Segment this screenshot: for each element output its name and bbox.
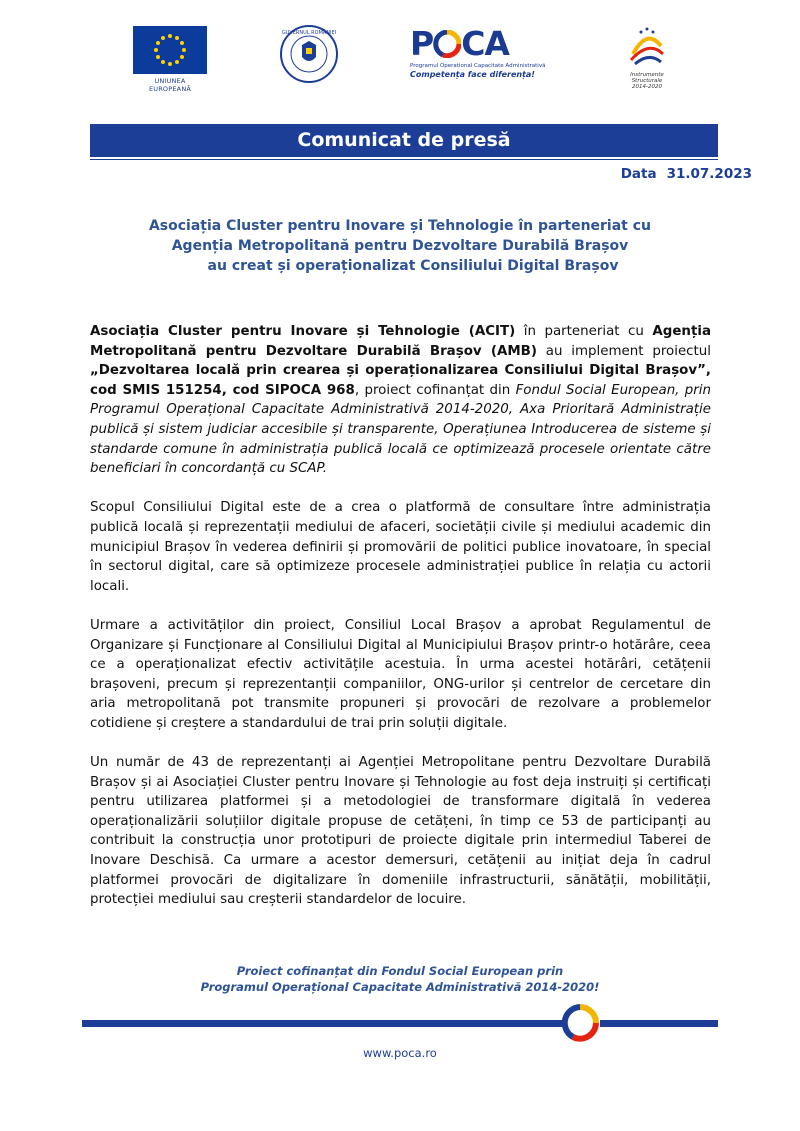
government-seal xyxy=(280,25,338,83)
footer-url-link[interactable]: www.poca.ro xyxy=(363,1046,437,1060)
footer-bar-right xyxy=(600,1020,718,1027)
press-release-banner: Comunicat de presă xyxy=(90,124,718,157)
svg-text:GUVERNUL ROMÂNIEI: GUVERNUL ROMÂNIEI xyxy=(281,30,337,36)
paragraph-2: Scopul Consiliului Digital este de a crea o platformă de consultare între administrația publică locală și reprezentații mediului de afaceri, societății civile și mediului academic din municipiul Brașov în vederea definirii și promovării de politici publice inovatoare, în special în sectorul digital, care să optimizeze procesele administrației publice în relația cu actorii locali. xyxy=(90,500,711,594)
eu-label: UNIUNEA EUROPEANĂ xyxy=(148,77,192,93)
footer-bar-left xyxy=(82,1020,562,1027)
is-years: 2014-2020 xyxy=(632,84,662,90)
is-label: Instrumente Structurale xyxy=(630,72,664,84)
title-line-3: au creat și operaționalizat Consiliului Digital Brașov xyxy=(207,258,619,274)
date-line xyxy=(621,166,752,182)
eu-logo xyxy=(133,26,207,93)
date-value: 31.07.2023 xyxy=(666,166,752,182)
logo-header xyxy=(0,22,800,92)
date-label: Data xyxy=(620,166,657,182)
title-line-1: Asociația Cluster pentru Inovare și Tehnologie în parteneriat cu xyxy=(148,218,652,234)
p1-text-2: au implement proiectul xyxy=(536,343,711,359)
paragraph-3: Urmare a activităților din proiect, Consiliul Local Brașov a aprobat Regulamentul de Organizare și Funcționare al Consiliului Digital al Municipiului Brașov printr-o hotărâre, ceea ce a operaționalizat efectiv activitățile acestuia. În urma acestei hotărâri, cetățenii brașoveni, precum și reprezentanții companiilor, ONG-urilor și centrelor de cercetare din aria metropolitană pot transmite propuneri și provocări de rezolvare a problemelor cotidiene și creștere a standardului de trai prin soluții digitale. xyxy=(90,617,711,731)
poca-logo xyxy=(410,26,550,88)
p1-text-1: în parteneriat cu xyxy=(515,324,653,339)
poca-slogan: Competența face diferența! xyxy=(410,70,535,79)
banner-underline xyxy=(90,159,718,160)
body-text xyxy=(90,322,711,910)
footer-line-2: Programul Operațional Capacitate Administrativă 2014-2020! xyxy=(200,980,600,994)
p1-text-3: , proiect cofinanțat din xyxy=(354,382,516,398)
p1-bold-2: Agenția Metropolitană pentru Dezvoltare Durabilă Brașov (AMB) xyxy=(90,324,711,359)
paragraph-1 xyxy=(90,322,711,479)
p1-bold-3: „Dezvoltarea locală prin crearea și operaționalizarea Consiliului Digital Brașov”, cod SMIS 151254, cod SIPOCA 968 xyxy=(90,363,711,398)
poca-wordmark: P CA xyxy=(410,24,509,63)
title-line-2: Agenția Metropolitană pentru Dezvoltare Durabilă Brașov xyxy=(171,238,629,254)
instrumente-structurale-logo xyxy=(618,24,676,90)
government-seal-icon xyxy=(280,25,338,83)
poca-footer-ring-icon xyxy=(560,1003,600,1043)
p1-bold-1: Asociația Cluster pentru Inovare și Tehnologie (ACIT) xyxy=(90,324,516,339)
p1-italic: Fondul Social European, prin Programul Operațional Capacitate Administrativă 2014-2020, Axa Prioritară Administrație publică și sistem judiciar accesibile și transparente, Operațiunea Introducerea de sisteme și standarde comune în administrația publică locală ce optimizează procesele orientate către beneficiari în concordanță cu SCAP. xyxy=(90,382,712,477)
poca-subtitle: Programul Operațional Capacitate Administrativă xyxy=(410,63,546,69)
document-title xyxy=(90,216,710,276)
poca-ring-icon xyxy=(433,30,461,58)
footer-cofinancing xyxy=(90,963,710,995)
eu-flag-icon xyxy=(133,26,207,74)
paragraph-4: Un număr de 43 de reprezentanți ai Agenției Metropolitane pentru Dezvoltare Durabilă Brașov și ai Asociației Cluster pentru Inovare și Tehnologie au fost deja instruiți și certificați pentru utilizarea platformei și a metodologiei de transformare digitală în vederea operaționalizării soluțiilor digitale propuse de cetățeni, în timp ce 53 de participanți au contribuit la construcția unor prototipuri de proiecte digitale prin intermediul Taberei de Inovare Deschisă. Ca urmare a acestor demersuri, cetățenii au inițiat deja în cadrul platformei provocări de digitalizare în domeniile infrastructurii, sănătății, mobilității, protecției mediului sau creșterii standardelor de locuire. xyxy=(90,755,711,908)
structural-instruments-icon xyxy=(627,24,667,68)
footer-line-1: Proiect cofinanțat din Fondul Social European prin xyxy=(236,964,564,978)
